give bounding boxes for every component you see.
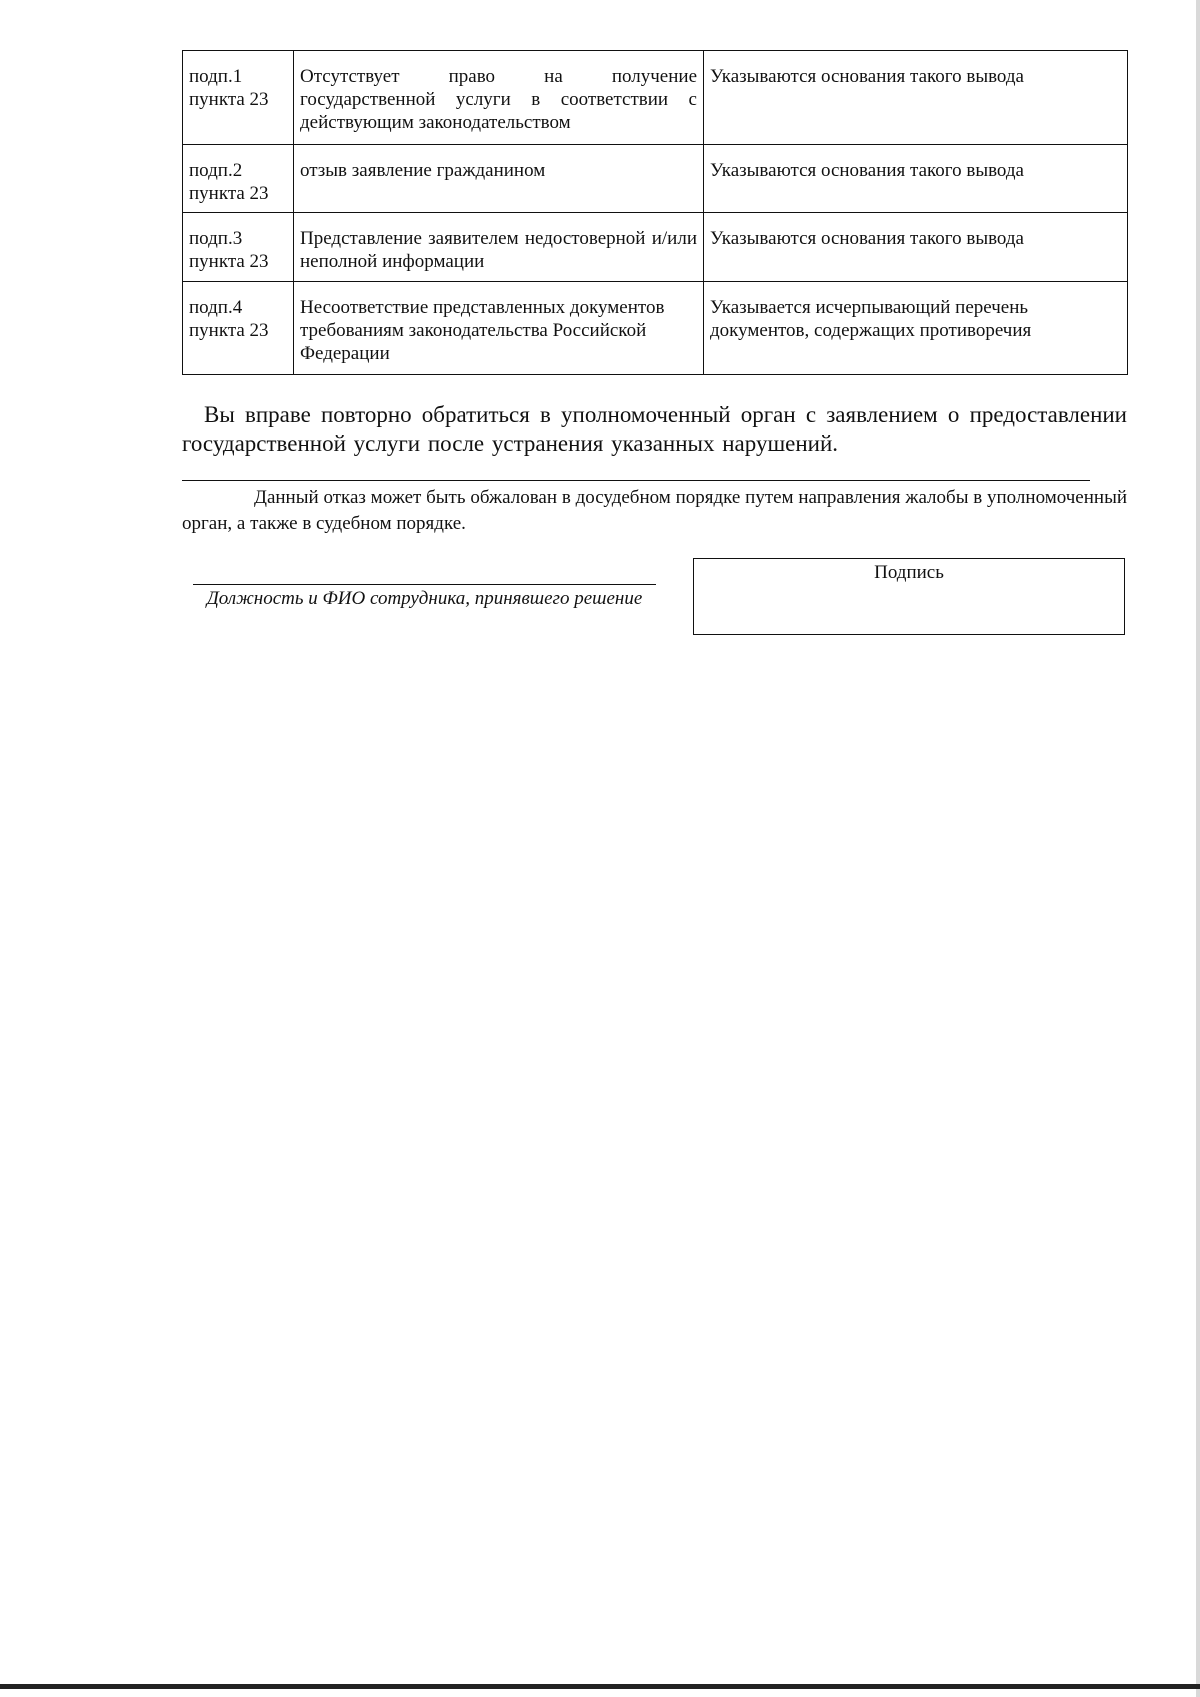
refusal-reason-cell: Несоответствие представленных документов требованиям законодательства Российской Федерации [294, 282, 704, 375]
table-row [183, 282, 1128, 375]
refusal-reason-cell: Отсутствует право на получение государственной услуги в соответствии с действующим законодательством [294, 51, 704, 145]
refusal-reason-cell: Представление заявителем недостоверной и/или неполной информации [294, 213, 704, 282]
appeal-notice: Данный отказ может быть обжалован в досудебном порядке путем направления жалобы в уполномоченный орган, а также в судебном порядке. [182, 487, 1127, 534]
clause-number: подп.3 [189, 228, 243, 249]
table-row [183, 213, 1128, 282]
clause-reference-cell [183, 145, 294, 213]
explanation-cell: Указывается исчерпывающий перечень документов, содержащих противоречия [704, 282, 1128, 375]
clause-paragraph: пункта 23 [189, 320, 269, 341]
clause-reference-cell [183, 51, 294, 145]
table-row [183, 51, 1128, 145]
scan-edge-bottom [0, 1684, 1200, 1689]
clause-paragraph: пункта 23 [189, 89, 269, 110]
clause-paragraph: пункта 23 [189, 251, 269, 272]
official-caption: Должность и ФИО сотрудника, принявшего решение [206, 588, 643, 609]
clause-number: подп.1 [189, 66, 243, 87]
explanation-cell: Указываются основания такого вывода [704, 213, 1128, 282]
clause-reference-cell [183, 282, 294, 375]
reapply-notice: Вы вправе повторно обратиться в уполномоченный орган с заявлением о предоставлении государственной услуги после устранения указанных нарушений. [182, 402, 1127, 456]
signature-box-label: Подпись [874, 562, 944, 583]
refusal-reasons-table [182, 50, 1128, 375]
explanation-cell: Указываются основания такого вывода [704, 51, 1128, 145]
clause-number: подп.4 [189, 297, 243, 318]
scan-edge-right [1196, 0, 1200, 1697]
separator-line [182, 480, 1090, 481]
clause-paragraph: пункта 23 [189, 183, 269, 204]
signature-box [693, 558, 1125, 635]
refusal-reason-cell: отзыв заявление гражданином [294, 145, 704, 213]
explanation-cell: Указываются основания такого вывода [704, 145, 1128, 213]
official-signature-line [193, 584, 656, 585]
table-row [183, 145, 1128, 213]
clause-number: подп.2 [189, 160, 243, 181]
clause-reference-cell [183, 213, 294, 282]
